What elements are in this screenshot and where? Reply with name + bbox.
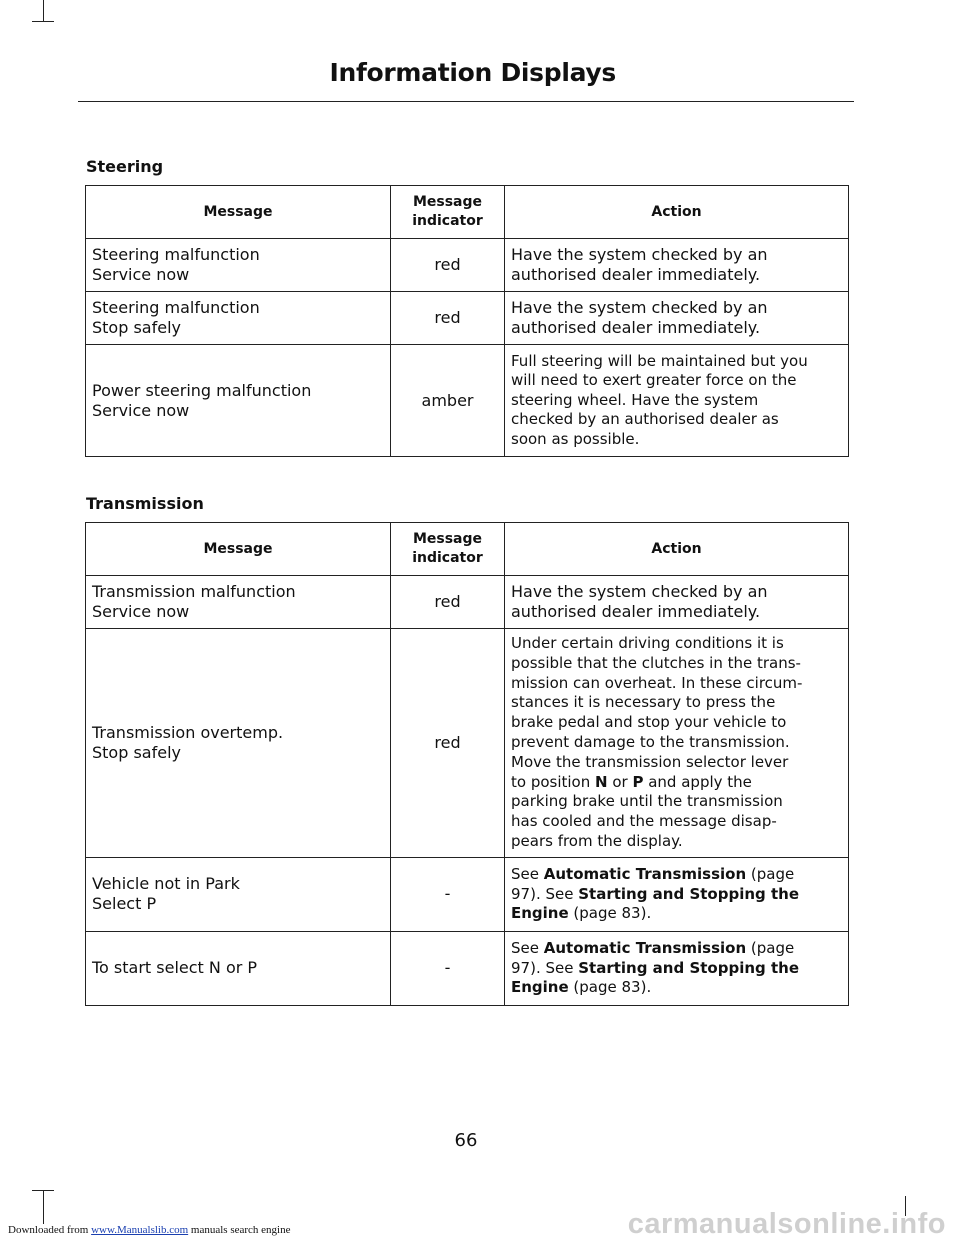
crop-mark-bottom-left-h [32,1190,54,1191]
message-cell: Steering malfunction Service now [86,239,391,292]
indicator-cell: amber [391,345,505,457]
manualslib-link[interactable]: www.Manualslib.com [91,1224,189,1236]
column-header-indicator: Message indicator [391,186,505,239]
table-row [86,857,849,931]
message-cell: Vehicle not in Park Select P [86,857,391,931]
message-cell: Power steering malfunction Service now [86,345,391,457]
action-cell: Full steering will be maintained but you will need to exert greater force on the steering wheel. Have the system checked by an authorised dealer as soon as possible. [505,345,849,457]
action-cell: See Automatic Transmission (page 97). See Starting and Stopping the Engine (page 83). [505,931,849,1005]
column-header-action: Action [505,523,849,576]
indicator-cell: red [391,576,505,629]
indicator-cell: red [391,292,505,345]
engine-link[interactable]: Engine [511,904,569,923]
message-cell: Steering malfunction Stop safely [86,292,391,345]
action-cell: Have the system checked by an authorised dealer immediately. [505,239,849,292]
table-header-row [86,523,849,576]
page-number: 66 [454,1130,478,1151]
message-cell: Transmission overtemp. Stop safely [86,629,391,858]
indicator-cell: red [391,629,505,858]
section-title-steering: Steering [86,157,164,176]
crop-mark-top-left-h [32,21,54,22]
crop-mark-bottom-left-v [43,1190,44,1224]
section-title-transmission: Transmission [86,494,204,513]
indicator-cell: - [391,931,505,1005]
table-row [86,292,849,345]
column-header-message: Message [86,186,391,239]
position-p: P [632,772,644,791]
steering-table [85,185,849,457]
automatic-transmission-link[interactable]: Automatic Transmission [543,865,747,884]
message-cell: Transmission malfunction Service now [86,576,391,629]
action-cell: See Automatic Transmission (page 97). See Starting and Stopping the Engine (page 83). [505,857,849,931]
action-cell: Under certain driving conditions it is possible that the clutches in the trans- mission can overheat. In these circum- stances it is necessary to press the brake pedal and stop your vehicle to prevent damage to the transmission. Move the transmission selector lever to position N or P and apply the parking brake until the transmission has cooled and the message disap- pears from the display. [505,629,849,858]
indicator-cell: red [391,239,505,292]
page-header-title: Information Displays [329,58,616,87]
selector-position-line: to position N or P and apply the [511,772,752,791]
crop-mark-top-left-v [43,0,44,22]
table-header-row [86,186,849,239]
indicator-cell: - [391,857,505,931]
table-row [86,239,849,292]
starting-and-stopping-link[interactable]: Starting and Stopping the [578,958,799,977]
column-header-action: Action [505,186,849,239]
message-cell: To start select N or P [86,931,391,1005]
action-cell: Have the system checked by an authorised dealer immediately. [505,292,849,345]
transmission-table [85,522,849,1006]
automatic-transmission-link[interactable]: Automatic Transmission [543,939,747,958]
engine-link[interactable]: Engine [511,978,569,997]
table-row [86,629,849,858]
table-row [86,345,849,457]
column-header-message: Message [86,523,391,576]
position-n: N [595,772,608,791]
header-rule [78,101,854,102]
table-row [86,576,849,629]
download-footer: Downloaded from www.Manualslib.com manuals search engine [8,1224,291,1236]
action-cell: Have the system checked by an authorised dealer immediately. [505,576,849,629]
column-header-indicator: Message indicator [391,523,505,576]
table-row [86,931,849,1005]
starting-and-stopping-link[interactable]: Starting and Stopping the [578,884,799,903]
watermark-brand: carmanualsonline.info [627,1208,946,1240]
